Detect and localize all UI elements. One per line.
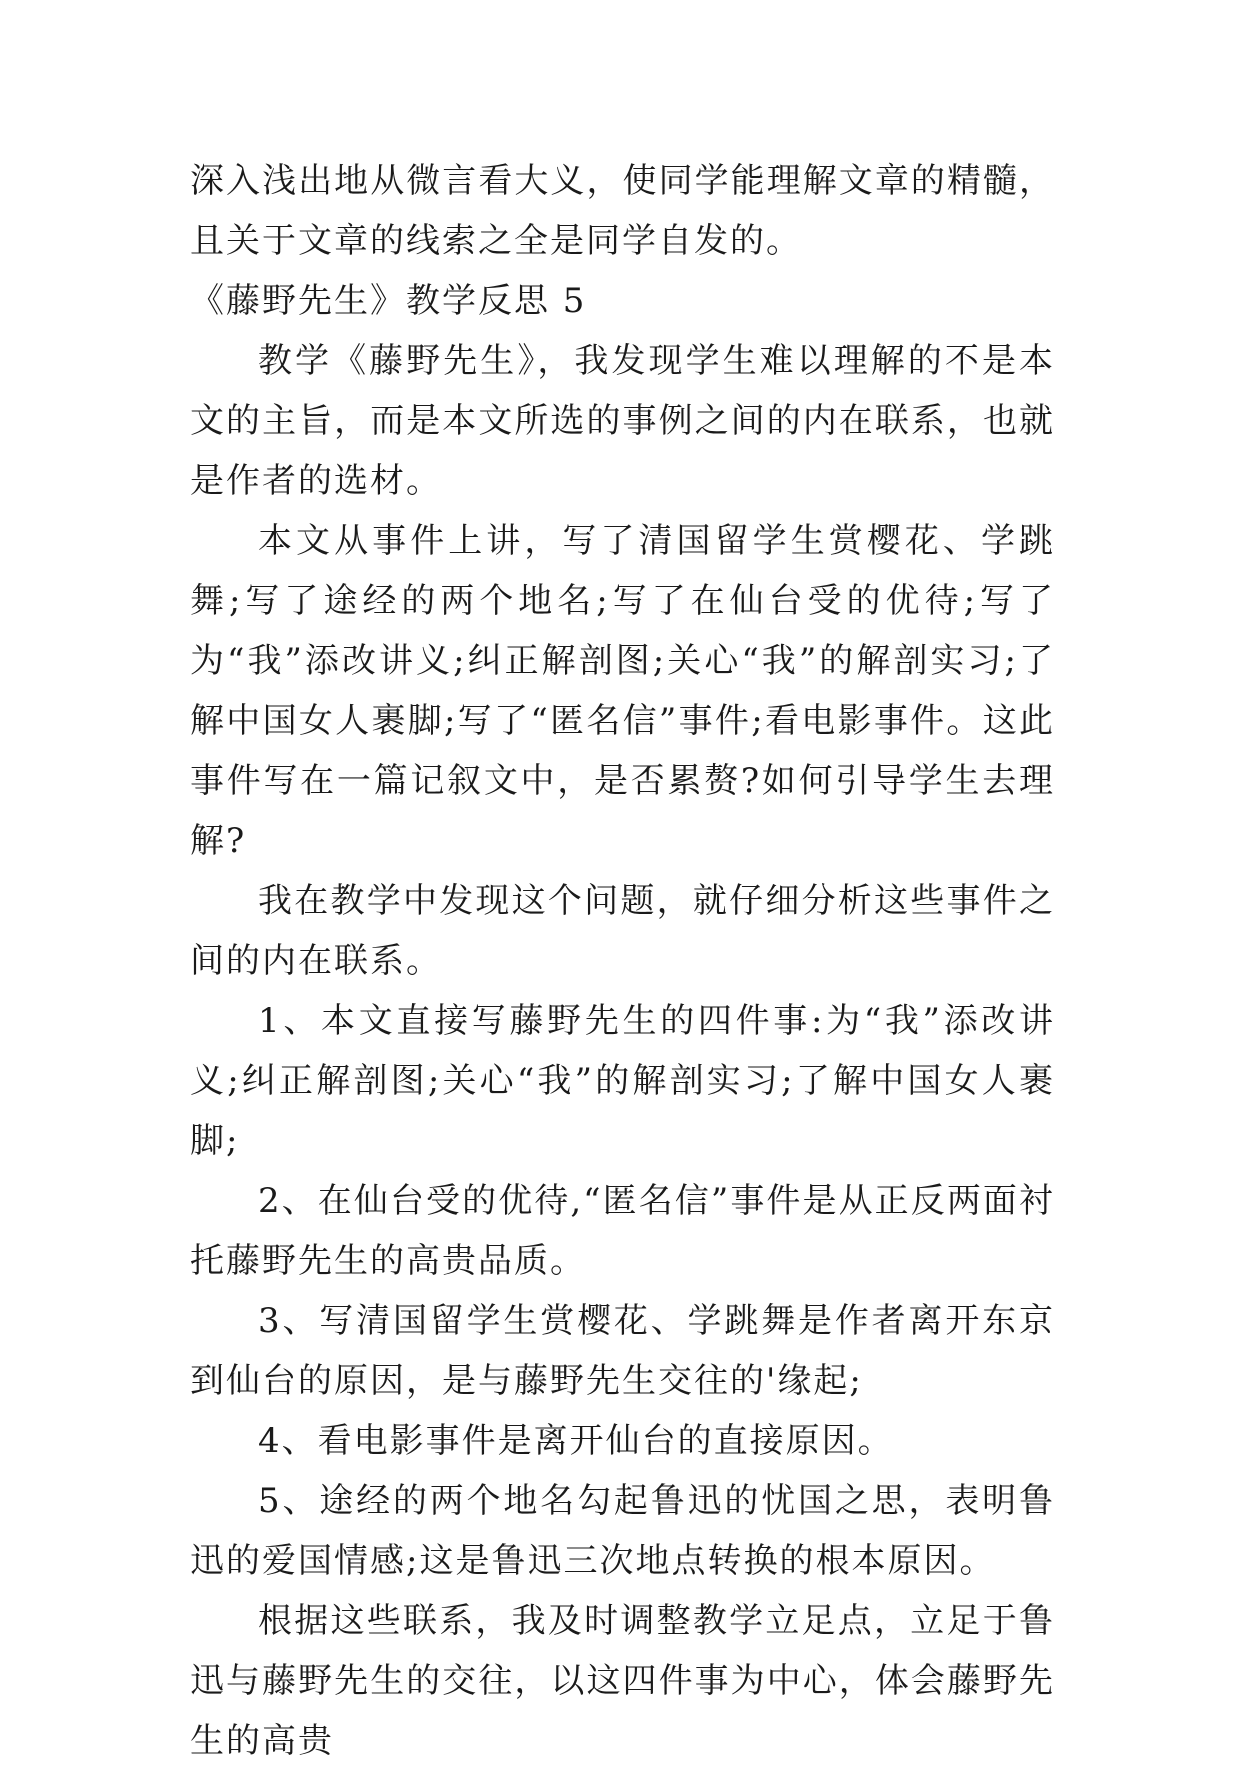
list-item-3: 3、写清国留学生赏樱花、学跳舞是作者离开东京到仙台的原因，是与藤野先生交往的'缘起;: [190, 1301, 1055, 1401]
list-item-2: 2、在仙台受的优待,“匿名信”事件是从正反两面衬托藤野先生的高贵品质。: [190, 1181, 1055, 1281]
paragraph-conclusion: 根据这些联系，我及时调整教学立足点，立足于鲁迅与藤野先生的交往，以这四件事为中心，体会藤野先生的高贵: [190, 1601, 1055, 1761]
list-item-1: 1、本文直接写藤野先生的四件事:为“我”添改讲义;纠正解剖图;关心“我”的解剖实习;了解中国女人裹脚;: [190, 1001, 1055, 1161]
section-heading: 《藤野先生》教学反思 5: [190, 281, 587, 321]
paragraph-intro-continuation: 深入浅出地从微言看大义，使同学能理解文章的精髓，且关于文章的线索之全是同学自发的。: [190, 161, 1055, 261]
paragraph-analysis-intro: 我在教学中发现这个问题，就仔细分析这些事件之间的内在联系。: [190, 881, 1055, 981]
paragraph-events-summary: 本文从事件上讲，写了清国留学生赏樱花、学跳舞;写了途经的两个地名;写了在仙台受的优待;写了为“我”添改讲义;纠正解剖图;关心“我”的解剖实习;了解中国女人裹脚;写了“匿名信”事件;看电影事件。这此事件写在一篇记叙文中，是否累赘?如何引导学生去理解?: [190, 521, 1055, 861]
document-page: [190, 151, 1055, 1771]
list-item-4: 4、看电影事件是离开仙台的直接原因。: [258, 1421, 894, 1461]
paragraph-reflection-opening: 教学《藤野先生》，我发现学生难以理解的不是本文的主旨，而是本文所选的事例之间的内在联系，也就是作者的选材。: [190, 341, 1055, 501]
list-item-5: 5、途经的两个地名勾起鲁迅的忧国之思，表明鲁迅的爱国情感;这是鲁迅三次地点转换的根本原因。: [190, 1481, 1055, 1581]
